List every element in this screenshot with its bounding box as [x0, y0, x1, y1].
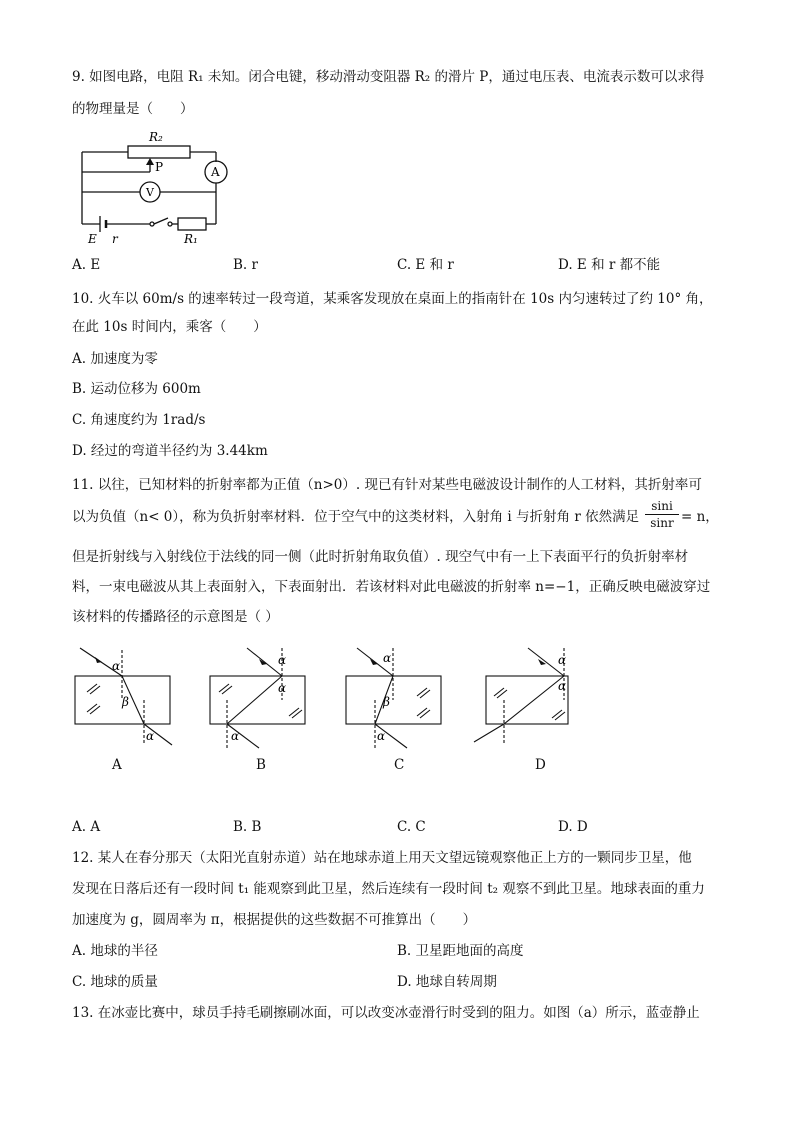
- q13-line-1: 13. 在冰壶比赛中，球员手持毛刷擦刷冰面，可以改变冰壶滑行时受到的阻力。如图（a）所示，蓝壶静止: [72, 1005, 700, 1021]
- fig-d-alpha-mid: α: [558, 679, 567, 693]
- q11-option-a[interactable]: A. A: [72, 819, 101, 835]
- q9-line-1: 9. 如图电路，电阻 R₁ 未知。闭合电键，移动滑动变阻器 R₂ 的滑片 P，通过电压表、电流表示数可以求得: [72, 69, 705, 85]
- q11-line-5: 该材料的传播路径的示意图是（ ）: [72, 609, 279, 625]
- q12-line-3: 加速度为 g，圆周率为 π，根据提供的这些数据不可推算出（ ）: [72, 912, 477, 928]
- q11-figure-b: [207, 640, 317, 775]
- circuit-label-v: V: [146, 186, 154, 199]
- q11-fig-label-a: A: [112, 757, 122, 773]
- q12-option-b[interactable]: B. 卫星距地面的高度: [397, 943, 524, 959]
- q11-figure-c: [343, 640, 453, 775]
- q11-frac-tail: = n，: [681, 509, 719, 525]
- q10-option-c[interactable]: C. 角速度约为 1rad/s: [72, 412, 206, 428]
- fig-a-beta: β: [122, 695, 129, 709]
- q11-line-4: 料，一束电磁波从其上表面射入，下表面射出．若该材料对此电磁波的折射率 n=−1，正确反映电磁波穿过: [72, 579, 711, 595]
- circuit-label-e: E: [88, 232, 97, 246]
- circuit-label-r2: R₂: [149, 130, 163, 144]
- q11-option-c[interactable]: C. C: [397, 819, 426, 835]
- fig-d-alpha-top: α: [558, 653, 567, 667]
- fig-c-alpha-bottom: α: [377, 729, 386, 743]
- q12-option-d[interactable]: D. 地球自转周期: [397, 974, 497, 990]
- fig-c-alpha-top: α: [383, 651, 392, 665]
- q11-fig-label-d: D: [535, 757, 546, 773]
- q11-option-d[interactable]: D. D: [558, 819, 588, 835]
- q11-fraction: [645, 499, 679, 531]
- fig-c-beta: β: [383, 695, 390, 709]
- circuit-label-r: r: [112, 232, 118, 246]
- q11-fig-label-c: C: [394, 757, 405, 773]
- q9-option-c[interactable]: C. E 和 r: [397, 257, 454, 273]
- fig-b-alpha-mid: α: [278, 681, 287, 695]
- q9-line-2: 的物理量是（ ）: [72, 101, 194, 117]
- circuit-label-p: P: [155, 160, 164, 174]
- q10-option-d[interactable]: D. 经过的弯道半径约为 3.44km: [72, 443, 268, 459]
- q9-option-d[interactable]: D. E 和 r 都不能: [558, 257, 661, 273]
- q12-line-1: 12. 某人在春分那天（太阳光直射赤道）站在地球赤道上用天文望远镜观察他正上方的一颗同步卫星，他: [72, 850, 692, 866]
- q11-figure-a: [72, 640, 182, 775]
- q10-line-1: 10. 火车以 60m/s 的速率转过一段弯道，某乘客发现放在桌面上的指南针在 10s 内匀速转过了约 10° 角，: [72, 291, 713, 307]
- q11-fig-label-b: B: [256, 757, 266, 773]
- q9-option-b[interactable]: B. r: [233, 257, 258, 273]
- q11-line-3: 但是折射线与入射线位于法线的同一侧（此时折射角取负值）. 现空气中有一上下表面平行的负折射率材: [72, 549, 689, 565]
- circuit-label-a: A: [211, 165, 220, 179]
- q10-option-a[interactable]: A. 加速度为零: [72, 351, 158, 367]
- fig-b-alpha-bottom: α: [231, 729, 240, 743]
- q12-option-a[interactable]: A. 地球的半径: [72, 943, 158, 959]
- fig-b-alpha-top: α: [278, 653, 287, 667]
- q11-option-b[interactable]: B. B: [233, 819, 262, 835]
- q11-frac-denominator: sinr: [650, 516, 674, 530]
- q12-line-2: 发现在日落后还有一段时间 t₁ 能观察到此卫星，然后连续有一段时间 t₂ 观察不到此卫星。地球表面的重力: [72, 881, 705, 897]
- q9-option-a[interactable]: A. E: [72, 257, 101, 273]
- q10-option-b[interactable]: B. 运动位移为 600m: [72, 381, 201, 397]
- q11-frac-numerator: sini: [645, 499, 679, 515]
- q10-line-2: 在此 10s 时间内，乘客（ ）: [72, 319, 267, 335]
- fig-a-alpha-top: α: [112, 659, 121, 673]
- q11-figure-d: [472, 640, 582, 775]
- q9-circuit-diagram: [70, 128, 240, 248]
- circuit-label-r1: R₁: [184, 232, 198, 246]
- q12-option-c[interactable]: C. 地球的质量: [72, 974, 158, 990]
- q11-line-2: 以为负值（n< 0），称为负折射率材料．位于空气中的这类材料，入射角 i 与折射角 r 依然满足: [72, 509, 640, 525]
- fig-a-alpha-bottom: α: [146, 729, 155, 743]
- q11-line-1: 11. 以往，已知材料的折射率都为正值（n>0）. 现已有针对某些电磁波设计制作的人工材料，其折射率可: [72, 477, 702, 493]
